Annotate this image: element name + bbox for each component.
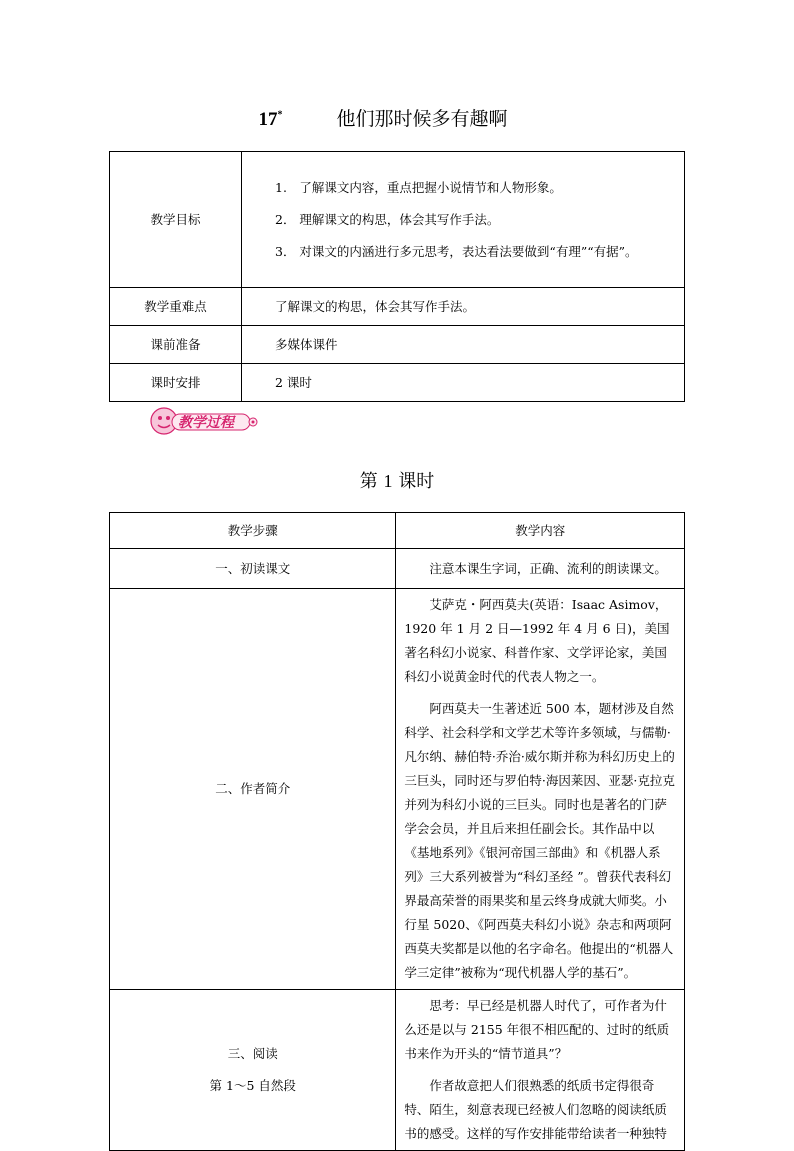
lesson-number: [258, 109, 282, 130]
step-content: [396, 589, 685, 990]
step-paragraph: 阿西莫夫一生著述近 500 本，题材涉及自然科学、社会科学和文学艺术等许多领域，与儒勒·凡尔纳、赫伯特·乔治·威尔斯并称为科幻历史上的三巨头，同时还与罗伯特·海因莱因、亚瑟·克拉克并列为科幻小说的三巨头。同时也是著名的门萨学会会员，并且后来担任副会长。其作品中以《基地系列》《银河帝国三部曲》和《机器人系列》三大系列被誉为“科幻圣经 ”。曾获代表科幻界最高荣誉的雨果奖和星云终身成就大师奖。小行星 5020、《阿西莫夫科幻小说》杂志和两项阿西莫夫奖都是以他的名字命名。他提出的“机器人学三定律”被称为“现代机器人学的基石”。: [404, 701, 675, 980]
section-prefix: 第: [359, 471, 378, 492]
section-title: [0, 467, 794, 493]
lesson-number-value: 17: [258, 109, 278, 130]
table-row: [110, 549, 685, 589]
lesson-title: [0, 104, 794, 131]
lesson-title-text: 他们那时候多有趣啊: [336, 108, 508, 130]
step-label: 三、阅读: [227, 1046, 278, 1061]
row-content-text: 了解课文的构思，体会其写作手法。: [275, 298, 476, 314]
step-paragraph: 注意本课生字词，正确、流利的朗读课文。: [429, 560, 667, 576]
row-label: 课前准备: [110, 326, 242, 364]
table-row: [110, 288, 685, 326]
step-content: [396, 549, 685, 589]
section-suffix: 课时: [398, 471, 435, 492]
step-label-cell: [110, 990, 396, 1151]
row-label: 教学重难点: [110, 288, 242, 326]
lesson-star-mark: *: [277, 109, 283, 121]
row-label: 教学目标: [110, 152, 242, 288]
row-content: [242, 326, 685, 364]
step-sublabel: 第 1～5 自然段: [209, 1078, 296, 1093]
step-content: [396, 990, 685, 1151]
table-row: [110, 326, 685, 364]
column-header-content: 教学内容: [396, 513, 685, 549]
row-content-text: 2 课时: [275, 374, 312, 390]
badge-text: 教学过程: [178, 415, 234, 431]
objective-item: 1. 了解课文内容，重点把握小说情节和人物形象。: [275, 179, 562, 195]
row-content: [242, 288, 685, 326]
section-number: 1: [383, 471, 393, 491]
row-content-text: 多媒体课件: [275, 336, 338, 352]
row-label: 课时安排: [110, 364, 242, 402]
step-paragraph: 作者故意把人们很熟悉的纸质书定得很奇特、陌生，刻意表现已经被人们忽略的阅读纸质书的感受。这样的写作安排能带给读者一种独特: [404, 1078, 667, 1141]
step-label: 二、作者简介: [110, 589, 396, 990]
objectives-cell: [242, 152, 685, 288]
step-paragraph: 思考：早已经是机器人时代了，可作者为什么还是以与 2155 年很不相匹配的、过时的纸质书来作为开头的“情节道具”？: [404, 998, 670, 1061]
objective-item: 2． 理解课文的构思，体会其写作手法。: [275, 211, 500, 227]
objective-item: 3． 对课文的内涵进行多元思考，表达看法要做到“有理”“有据”。: [275, 243, 638, 259]
table-row: [110, 990, 685, 1151]
table-row: [110, 152, 685, 288]
table-row: [110, 589, 685, 990]
step-paragraph: 艾萨克・阿西莫夫(英语：Isaac Asimov，1920 年 1 月 2 日—1992 年 4 月 6 日)，美国著名科幻小说家、科普作家、文学评论家，美国科幻小说黄金时代的代表人物之一。: [404, 597, 670, 684]
teaching-plan-table: [109, 151, 685, 402]
table-header-row: [110, 513, 685, 549]
column-header-steps: 教学步骤: [110, 513, 396, 549]
step-label: 一、初读课文: [110, 549, 396, 589]
row-content: [242, 364, 685, 402]
teaching-process-badge: [146, 406, 260, 438]
teaching-steps-table: [109, 512, 685, 1151]
table-row: [110, 364, 685, 402]
